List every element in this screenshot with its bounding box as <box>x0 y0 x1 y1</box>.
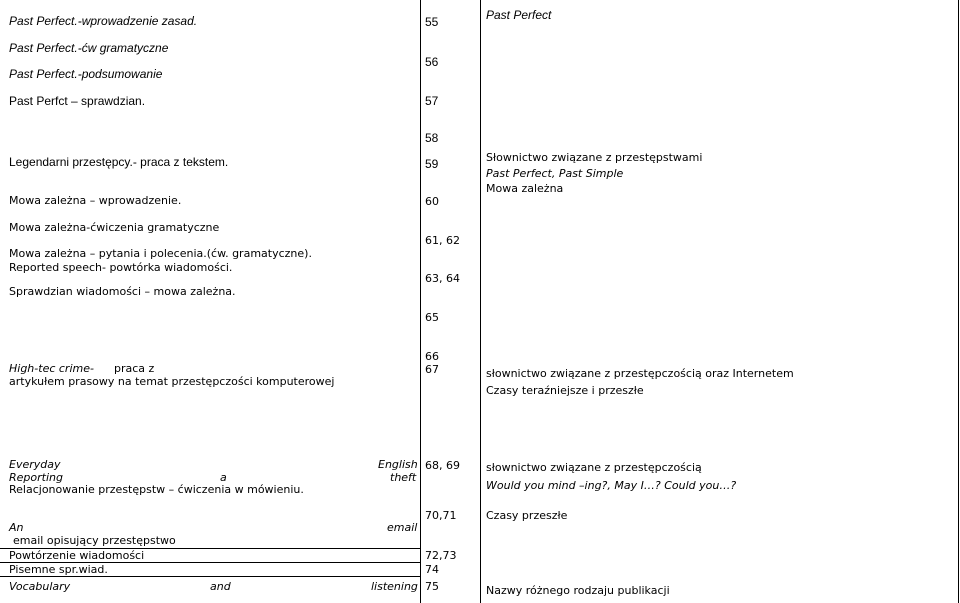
page-number: 66 <box>425 350 439 363</box>
topic-written-test: Pisemne spr.wiad. <box>9 563 108 576</box>
page-number: 58 <box>425 131 439 145</box>
column-divider-right <box>480 0 481 603</box>
page-number: 68, 69 <box>425 459 460 472</box>
note-publications: Nazwy różnego rodzaju publikacji <box>486 584 670 597</box>
page-number: 75 <box>425 580 439 593</box>
topic-reported-intro: Mowa zależna – wprowadzenie. <box>9 194 182 207</box>
page-number: 74 <box>425 563 439 576</box>
note-reported-speech: Mowa zależna <box>486 182 564 195</box>
topic-past-perfect-exercises: Past Perfect.-ćw gramatyczne <box>9 41 169 55</box>
topic-email-a: An <box>9 521 24 534</box>
note-past-tenses: Czasy przeszłe <box>486 509 568 522</box>
topic-reported-exercises: Mowa zależna-ćwiczenia gramatyczne <box>9 221 220 234</box>
topic-past-perfect-summary: Past Perfect.-podsumowanie <box>9 67 163 81</box>
topic-past-perfect-test: Past Perfct – sprawdzian. <box>9 94 146 108</box>
topic-email-b: email <box>387 521 418 534</box>
page-number: 57 <box>425 94 439 108</box>
topic-reported-review: Reported speech- powtórka wiadomości. <box>9 261 233 274</box>
topic-vocabulary-a: Vocabulary <box>9 580 71 593</box>
note-would-you-mind: Would you mind –ing?, May I…? Could you…? <box>486 479 737 492</box>
topic-high-tec-crime-b: praca z <box>114 362 155 375</box>
page-number: 67 <box>425 363 439 376</box>
page-number: 60 <box>425 195 439 208</box>
page-number: 70,71 <box>425 509 457 522</box>
topic-reported-test: Sprawdzian wiadomości – mowa zależna. <box>9 285 236 298</box>
topic-relating-crimes: Relacjonowanie przestępstw – ćwiczenia w mówieniu. <box>9 483 304 496</box>
page-number: 59 <box>425 157 439 171</box>
table-border-right <box>958 0 959 603</box>
topic-reporting-b: a <box>220 471 227 484</box>
page-number: 65 <box>425 311 439 324</box>
topic-high-tec-crime-article: artykułem prasowy na temat przestępczości komputerowej <box>9 375 335 388</box>
topic-reporting-c: theft <box>390 471 417 484</box>
note-past-perfect: Past Perfect <box>486 8 552 22</box>
topic-reporting-a: Reporting <box>9 471 63 484</box>
note-vocab-internet: słownictwo związane z przestępczością oraz Internetem <box>486 367 794 380</box>
topic-everyday-english-b: English <box>378 458 418 471</box>
note-tenses: Past Perfect, Past Simple <box>486 167 624 180</box>
topic-vocabulary-b: and <box>210 580 231 593</box>
topic-revision: Powtórzenie wiadomości <box>9 549 145 562</box>
column-divider-left <box>420 0 421 603</box>
topic-high-tec-crime: High-tec crime- <box>9 362 94 375</box>
page-number: 63, 64 <box>425 272 460 285</box>
topic-legendary-criminals: Legendarni przestępcy.- praca z tekstem. <box>9 155 229 169</box>
page-number: 55 <box>425 15 439 29</box>
note-tenses-present-past: Czasy teraźniejsze i przeszłe <box>486 384 644 397</box>
topic-reported-questions: Mowa zależna – pytania i polecenia.(ćw. gramatyczne). <box>9 247 312 260</box>
note-vocab-crime-2: słownictwo związane z przestępczością <box>486 461 702 474</box>
page-number: 56 <box>425 55 439 69</box>
topic-email-description: email opisujący przestępstwo <box>13 534 176 547</box>
page-number: 72,73 <box>425 549 457 562</box>
topic-past-perfect-intro: Past Perfect.-wprowadzenie zasad. <box>9 14 198 28</box>
note-vocab-crime: Słownictwo związane z przestępstwami <box>486 151 703 164</box>
page-number: 61, 62 <box>425 234 460 247</box>
topic-vocabulary-c: listening <box>371 580 418 593</box>
topic-everyday-english-a: Everyday <box>9 458 61 471</box>
